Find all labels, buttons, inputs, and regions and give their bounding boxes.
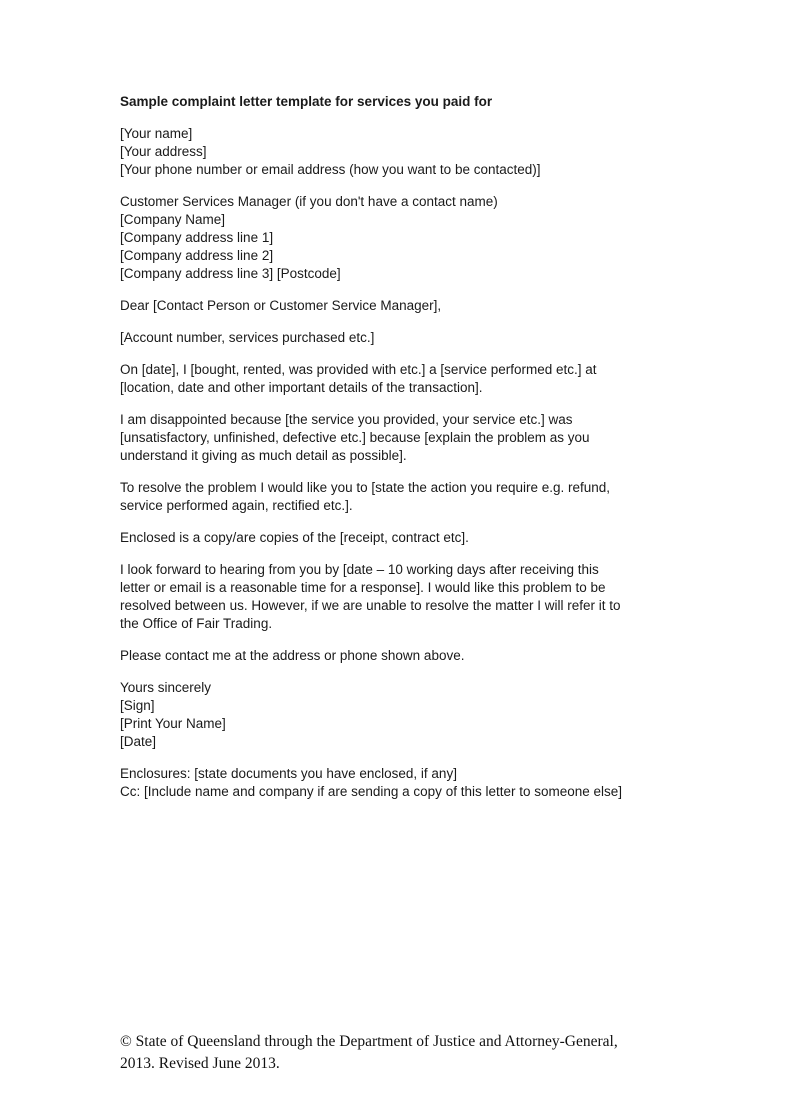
recipient-block [120,193,680,283]
letter-content [120,93,680,815]
letter-line: understand it giving as much detail as possible]. [120,448,407,463]
letter-line: Dear [Contact Person or Customer Service Manager], [120,298,442,313]
letter-line: Cc: [Include name and company if are sending a copy of this letter to someone else] [120,784,623,799]
letter-line: service performed again, rectified etc.]. [120,498,353,513]
letter-line: [Date] [120,734,157,749]
enclosure-note [120,529,680,547]
letter-line: Enclosures: [state documents you have enclosed, if any] [120,766,457,781]
letter-line: [Company address line 1] [120,230,274,245]
letter-line: resolved between us. However, if we are unable to resolve the matter I will refer it to [120,598,621,613]
letter-line: [Your name] [120,126,193,141]
letter-line: I look forward to hearing from you by [date – 10 working days after receiving this [120,562,599,577]
letter-line: letter or email is a reasonable time for a response]. I would like this problem to be [120,580,606,595]
sender-block [120,125,680,179]
letter-line: [Your phone number or email address (how you want to be contacted)] [120,162,541,177]
letter-line: Enclosed is a copy/are copies of the [receipt, contract etc]. [120,530,469,545]
transaction-paragraph [120,361,680,397]
letter-line: [Account number, services purchased etc.] [120,330,375,345]
letter-line: I am disappointed because [the service you provided, your service etc.] was [120,412,573,427]
letter-line: [unsatisfactory, unfinished, defective etc.] because [explain the problem as you [120,430,590,445]
document-title: Sample complaint letter template for services you paid for [120,94,493,109]
letter-line: the Office of Fair Trading. [120,616,273,631]
salutation [120,297,680,315]
letter-line: [Your address] [120,144,207,159]
copyright-footer [120,1031,680,1075]
resolution-paragraph [120,479,680,515]
enclosures-cc-block [120,765,680,801]
copyright-line: © State of Queensland through the Department of Justice and Attorney-General, [120,1033,618,1050]
contact-note [120,647,680,665]
letter-line: [Sign] [120,698,155,713]
letter-body [120,125,680,801]
letter-line: Yours sincerely [120,680,212,695]
complaint-paragraph [120,411,680,465]
letter-line: [Print Your Name] [120,716,226,731]
letter-line: Customer Services Manager (if you don't have a contact name) [120,194,498,209]
letter-line: Please contact me at the address or phone shown above. [120,648,465,663]
letter-line: To resolve the problem I would like you to [state the action you require e.g. refund, [120,480,611,495]
signature-block [120,679,680,751]
letter-line: On [date], I [bought, rented, was provided with etc.] a [service performed etc.] at [120,362,597,377]
reference-line [120,329,680,347]
letter-line: [location, date and other important details of the transaction]. [120,380,483,395]
letter-line: [Company address line 3] [Postcode] [120,266,341,281]
revision-line: 2013. Revised June 2013. [120,1055,280,1072]
letter-line: [Company Name] [120,212,226,227]
letter-line: [Company address line 2] [120,248,274,263]
response-expectation-paragraph [120,561,680,633]
